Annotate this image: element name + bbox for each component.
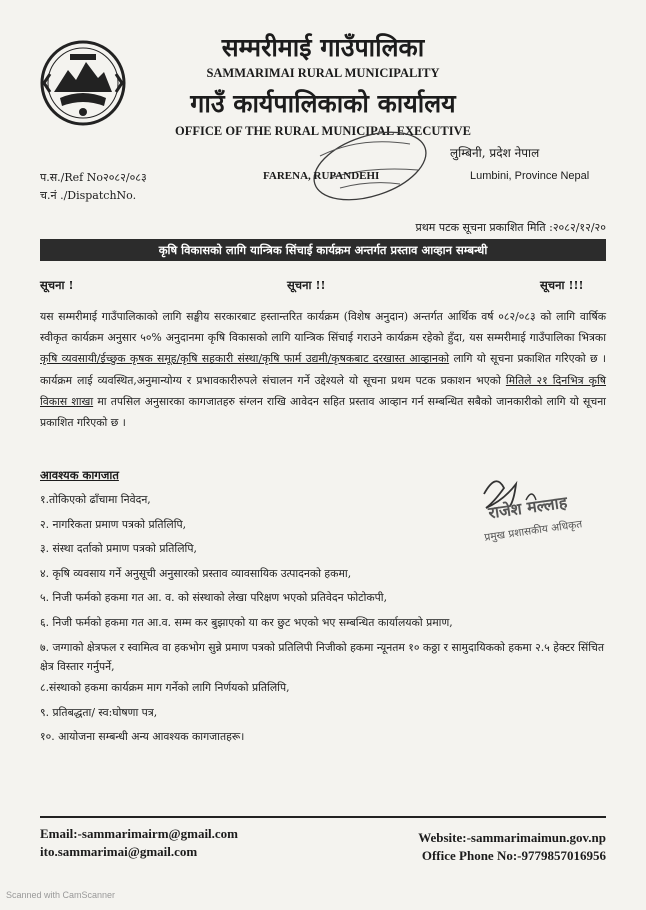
list-item: २. नागरिकता प्रमाण पत्रको प्रतिलिपि, <box>40 517 187 531</box>
website: Website:-sammarimaimun.gov.np <box>418 830 606 845</box>
notice-label-middle: सूचना !! <box>287 278 326 292</box>
body-text-e: मा तपसिल अनुसारका कागजातहरु संग्लन राखि आवेदन सहित प्रस्ताव आव्हान गर्न सम्बन्धित सबैको जानकारीको लागि यो सूचना प्रकाशित गरिएको छ । <box>40 394 606 430</box>
scanner-watermark: Scanned with CamScanner <box>6 890 116 900</box>
municipality-name-english: SAMMARIMAI RURAL MUNICIPALITY <box>206 66 440 80</box>
notice-label-left: सूचना ! <box>40 278 74 292</box>
list-item: ३. संस्था दर्ताको प्रमाण पत्रको प्रतिलिपि, <box>40 542 197 555</box>
notice-label-right: सूचना !!! <box>540 278 584 292</box>
municipality-name-nepali: सम्मरीमाई गाउँपालिका <box>221 33 425 62</box>
signatory-name: राजेश मल्लाह <box>487 492 569 523</box>
list-item: ४. कृषि व्यवसाय गर्ने अनुसूची अनुसारको प्रस्ताव व्यावसायिक उत्पादनको हकमा, <box>40 566 352 580</box>
dispatch-number: च.नं ./DispatchNo. <box>40 189 137 202</box>
province-english: Lumbini, Province Nepal <box>470 170 590 182</box>
reference-number: प.स./Ref No२०८२/०८३ <box>40 171 147 184</box>
list-item: १०. आयोजना सम्बन्धी अन्य आवश्यक कागजातहरू। <box>40 730 245 743</box>
list-item: ९. प्रतिबद्धता/ स्व:घोषणा पत्र, <box>40 705 158 719</box>
list-item: १.तोकिएको ढाँचामा निवेदन, <box>40 493 151 506</box>
signatory-title: प्रमुख प्रशासकीय अधिकृत <box>483 518 583 544</box>
list-item: ५. निजी फर्मको हकमा गत आ. व. को संस्थाको लेखा परिक्षण भएको प्रतिवेदन फोटोकपी, <box>40 591 388 604</box>
email-secondary: ito.sammarimai@gmail.com <box>40 844 198 859</box>
body-text-deadline: मितिले २१ दिनभित्र कृषि विकास शाखा <box>40 373 606 408</box>
requirements-title: आवश्यक कागजात <box>40 468 119 482</box>
footer-divider <box>40 816 606 818</box>
office-phone: Office Phone No:-9779857016956 <box>421 848 606 863</box>
publish-date: प्रथम पटक सूचना प्रकाशित मिति :२०८२/१२/२० <box>415 221 606 234</box>
office-address: FARENA, RUPANDEHI <box>263 170 380 182</box>
list-item: ६. निजी फर्मको हकमा गत आ.व. सम्म कर बुझाएको या कर छुट भएको भए सम्बन्धित कार्यालयको प्रमाण, <box>40 615 453 629</box>
office-name-nepali: गाउँ कार्यपालिकाको कार्यालय <box>190 89 456 118</box>
notice-subject-bar: कृषि विकासको लागि यान्त्रिक सिंचाई कार्यक्रम अन्तर्गत प्रस्ताव आव्हान सम्बन्धी <box>40 239 606 261</box>
list-item: ८.संस्थाको हकमा कार्यक्रम माग गर्नेको लागि निर्णयको प्रतिलिपि, <box>40 681 290 694</box>
body-text-applicants: कृषि व्यवसायी/ईच्छुक कृषक समूह/कृषि सहकारी संस्था/कृषि फार्म उद्यमी/कृषकबाट दरखास्त आव्हानको <box>40 352 450 366</box>
office-name-english: OFFICE OF THE RURAL MUNICIPAL EXECUTIVE <box>175 124 471 138</box>
province-nepali: लुम्बिनी, प्रदेश नेपाल <box>450 146 540 160</box>
body-text-a: यस सम्मरीमाई गाउँपालिकाको लागि सङ्घीय सरकारबाट हस्तान्तरित कार्यक्रम (विशेष अनुदान) अन्तर्गत आर्थिक वर्ष ०८२/०८३ को लागि वार्षिक स्वीकृत कार्यक्रम अनुसार ५०% अनुदानमा कृषि विकासको लागि यान्त्रिक सिंचाई गराउने कार्यक्रम रहेको हुँदा, यस सम्मरीमाई गाउँपालिका भित्रका <box>40 310 606 345</box>
body-text-c: लागि यो सूचना प्रकाशित गरिएको छ । कार्यक्रम लाई व्यवस्थित,अनुमान्योग्य र प्रभावकारीरुपले संचालन गर्ने उद्देश्यले यो सूचना प्रथम पटक प्रकाशन भएको <box>40 352 606 387</box>
notice-body <box>40 306 606 433</box>
office-stamp-icon <box>300 126 440 206</box>
email-primary: Email:-sammarimairm@gmail.com <box>40 826 239 841</box>
list-item: ७. जग्गाको क्षेत्रफल र स्वामित्व वा हकभोग सुन्ने प्रमाण पत्रको प्रतिलिपी निजीको हकमा न्यूनतम १० कठ्ठा र सामुदायिकको हकमा २.५ हेक्टर सिंचित क्षेत्र विस्तार गर्नुपर्ने, <box>40 641 605 673</box>
